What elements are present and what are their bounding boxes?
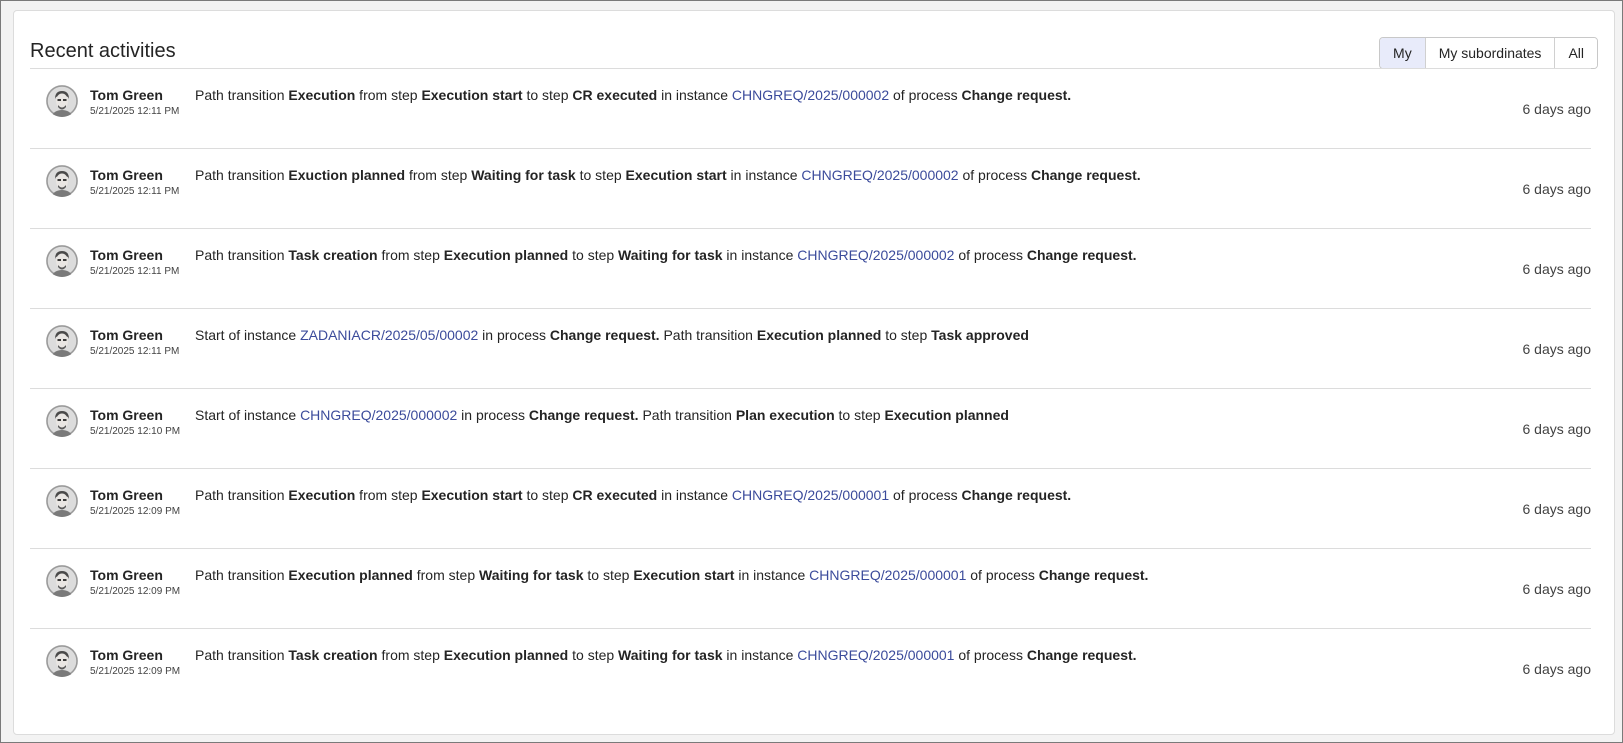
activity-row [30,149,1591,229]
activity-bold-term: Waiting for task [618,247,723,263]
activity-timestamp: 5/21/2025 12:09 PM [90,666,181,677]
activity-row [30,69,1591,149]
instance-link[interactable]: CHNGREQ/2025/000001 [809,567,967,583]
activity-text: in instance [726,167,802,183]
activity-text: in instance [722,647,798,663]
user-avatar[interactable] [46,405,78,437]
activity-bold-term: Change request. [1030,167,1141,183]
user-name[interactable]: Tom Green [90,487,163,503]
activity-text: Path transition [638,407,736,423]
activity-row [30,229,1591,309]
activity-text: to step [834,407,885,423]
activity-relative-time: 6 days ago [1522,661,1591,677]
activity-user [90,326,190,358]
activity-text: of process [966,567,1039,583]
activity-bold-term: Exuction planned [288,167,406,183]
activity-relative-time: 6 days ago [1522,501,1591,517]
instance-link[interactable]: ZADANIACR/2025/05/00002 [300,327,479,343]
activity-timestamp: 5/21/2025 12:10 PM [90,426,181,437]
activity-bold-term: Execution [288,87,356,103]
activity-description [195,166,1481,184]
activity-bold-term: Execution start [421,87,523,103]
activity-bold-term: CR executed [572,87,658,103]
activity-text: to step [568,247,619,263]
instance-link[interactable]: CHNGREQ/2025/000001 [731,487,890,503]
activity-text: from step [355,87,422,103]
activity-description [195,246,1481,264]
activity-text: from step [412,567,479,583]
activity-relative-time: 6 days ago [1522,181,1591,197]
activity-text: to step [583,567,634,583]
activity-bold-term: Change request. [1026,647,1137,663]
filter-my-subordinates-button[interactable]: My subordinates [1426,38,1556,68]
activity-bold-term: Change request. [1026,247,1137,263]
user-name[interactable]: Tom Green [90,407,163,423]
avatar-icon [46,645,78,677]
user-avatar[interactable] [46,85,78,117]
page-title: Recent activities [30,40,176,62]
user-name[interactable]: Tom Green [90,327,163,343]
activity-text: Path transition [195,87,289,103]
instance-link[interactable]: CHNGREQ/2025/000002 [731,87,890,103]
activity-timestamp: 5/21/2025 12:11 PM [90,266,180,277]
activity-text: in instance [657,87,732,103]
activity-bold-term: Change request. [961,87,1072,103]
activity-bold-term: Execution [288,487,356,503]
activity-user [90,646,190,678]
activity-text: of process [889,87,962,103]
filter-my-button[interactable]: My [1380,38,1426,68]
activity-text: from step [405,167,472,183]
activity-list [30,68,1591,709]
user-name[interactable]: Tom Green [90,647,163,663]
avatar-icon [46,325,78,357]
activity-user [90,486,190,518]
activity-relative-time: 6 days ago [1522,581,1591,597]
activity-filter [1379,37,1598,69]
activity-relative-time: 6 days ago [1522,101,1591,117]
activity-timestamp: 5/21/2025 12:11 PM [90,106,180,117]
activity-bold-term: Change request. [528,407,639,423]
activity-description [195,406,1481,424]
instance-link[interactable]: CHNGREQ/2025/000001 [797,647,955,663]
activity-text: of process [954,647,1027,663]
activity-bold-term: Task creation [288,647,378,663]
activity-timestamp: 5/21/2025 12:11 PM [90,186,180,197]
activity-text: in instance [657,487,732,503]
activity-text: to step [575,167,626,183]
user-name[interactable]: Tom Green [90,87,163,103]
avatar-icon [46,565,78,597]
activity-bold-term: Waiting for task [479,567,584,583]
activity-user [90,86,190,118]
activity-text: from step [377,647,444,663]
avatar-icon [46,405,78,437]
activity-text: Path transition [195,487,289,503]
activity-row [30,549,1591,629]
avatar-icon [46,485,78,517]
user-name[interactable]: Tom Green [90,167,163,183]
activity-text: to step [881,327,932,343]
activity-bold-term: Task approved [931,327,1029,343]
activity-text: of process [958,167,1031,183]
activity-bold-term: Change request. [961,487,1072,503]
activity-text: Start of instance [195,407,301,423]
card-header [30,31,1598,67]
activity-text: Path transition [659,327,757,343]
activity-bold-term: Execution start [633,567,735,583]
activity-timestamp: 5/21/2025 12:09 PM [90,506,181,517]
activity-relative-time: 6 days ago [1522,261,1591,277]
activity-bold-term: Change request. [1038,567,1149,583]
filter-all-button[interactable]: All [1555,38,1597,68]
instance-link[interactable]: CHNGREQ/2025/000002 [797,247,955,263]
activity-bold-term: Execution planned [884,407,1009,423]
activity-text: from step [355,487,422,503]
activity-text: Start of instance [195,327,301,343]
activity-bold-term: CR executed [572,487,658,503]
activity-relative-time: 6 days ago [1522,341,1591,357]
activity-description [195,86,1481,104]
activity-bold-term: Plan execution [735,407,835,423]
activity-description [195,646,1481,664]
activity-text: of process [889,487,962,503]
user-avatar[interactable] [46,325,78,357]
user-avatar[interactable] [46,565,78,597]
activity-bold-term: Execution planned [288,567,413,583]
activity-bold-term: Execution planned [443,247,569,263]
user-avatar[interactable] [46,645,78,677]
activity-row [30,469,1591,549]
activity-bold-term: Waiting for task [618,647,723,663]
activity-text: in instance [734,567,810,583]
activity-text: of process [954,247,1027,263]
activity-row [30,309,1591,389]
recent-activities-card [13,10,1615,735]
user-name[interactable]: Tom Green [90,247,163,263]
instance-link[interactable]: CHNGREQ/2025/000002 [300,407,458,423]
activity-row [30,389,1591,469]
activity-relative-time: 6 days ago [1522,421,1591,437]
activity-text: in process [478,327,550,343]
activity-text: from step [377,247,444,263]
activity-user [90,246,190,278]
activity-bold-term: Execution planned [443,647,569,663]
activity-description [195,566,1481,584]
activity-bold-term: Execution start [625,167,727,183]
activity-timestamp: 5/21/2025 12:09 PM [90,586,181,597]
activity-row [30,629,1591,709]
activity-text: in instance [722,247,798,263]
activity-text: Path transition [195,167,289,183]
activity-user [90,406,190,438]
activity-bold-term: Execution planned [756,327,882,343]
activity-text: in process [457,407,529,423]
activity-text: Path transition [195,567,289,583]
activity-text: to step [522,487,573,503]
activity-user [90,566,190,598]
activity-user [90,166,190,198]
user-avatar[interactable] [46,165,78,197]
avatar-icon [46,85,78,117]
instance-link[interactable]: CHNGREQ/2025/000002 [801,167,959,183]
user-name[interactable]: Tom Green [90,567,163,583]
avatar-icon [46,245,78,277]
activity-bold-term: Task creation [288,247,378,263]
activity-text: Path transition [195,247,289,263]
user-avatar[interactable] [46,245,78,277]
activity-bold-term: Change request. [549,327,660,343]
activity-text: to step [522,87,573,103]
activity-timestamp: 5/21/2025 12:11 PM [90,346,180,357]
activity-bold-term: Waiting for task [471,167,576,183]
avatar-icon [46,165,78,197]
activity-text: to step [568,647,619,663]
user-avatar[interactable] [46,485,78,517]
activity-bold-term: Execution start [421,487,523,503]
activity-description [195,326,1481,344]
activity-description [195,486,1481,504]
activity-text: Path transition [195,647,289,663]
